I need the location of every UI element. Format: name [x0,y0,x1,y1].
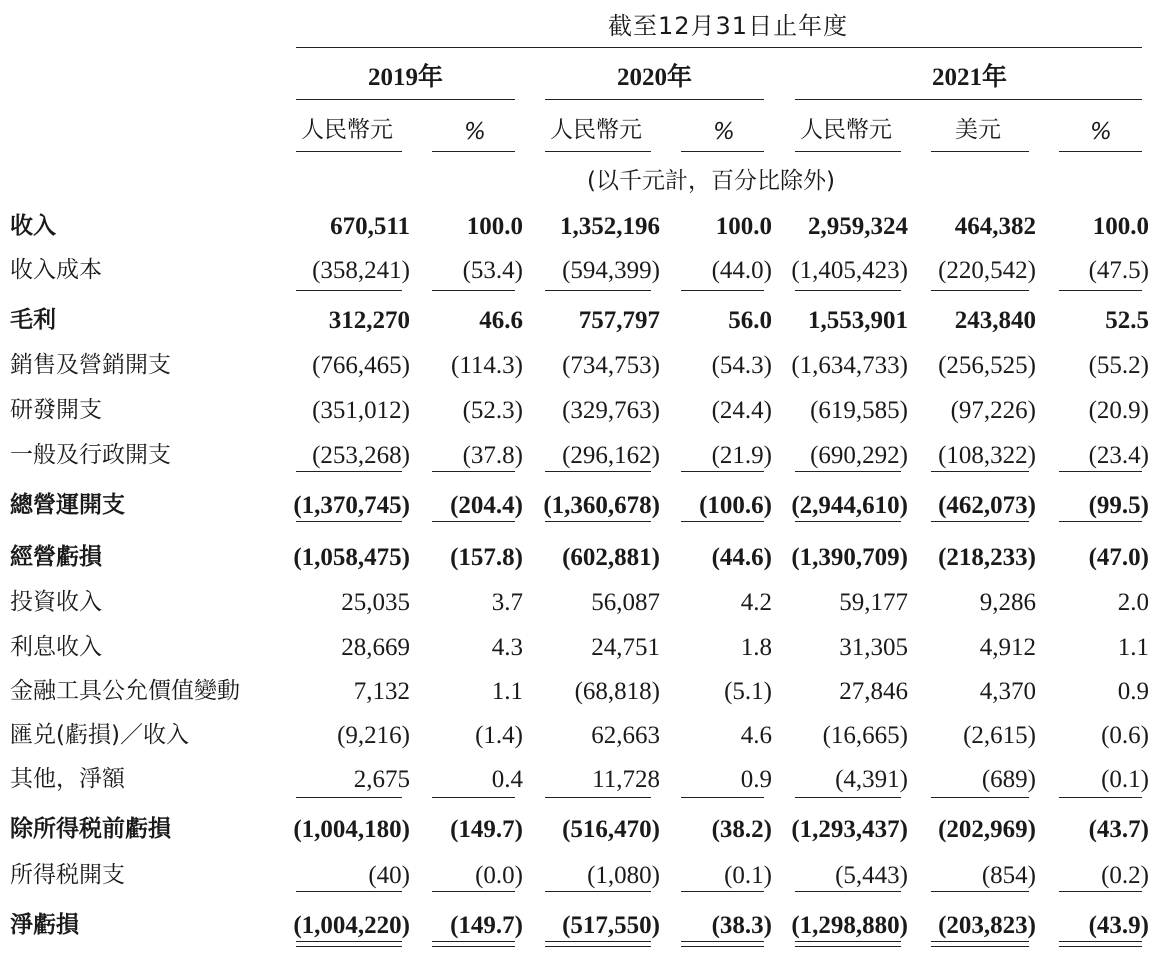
table-cell: (4,391) [835,766,908,793]
period-title-rule [296,47,1142,48]
table-cell: (204.4) [450,492,523,519]
table-cell: (256,525) [938,352,1036,379]
subtotal-rule [545,290,651,291]
subtotal-rule [931,290,1029,291]
table-cell: (24.4) [711,397,772,424]
table-cell: (44.0) [711,257,772,284]
col-heading: % [713,119,735,145]
table-cell: 3.7 [491,589,523,616]
total-double-rule [681,941,764,942]
total-double-rule [432,946,515,947]
table-cell: (734,753) [562,352,660,379]
table-cell: 2,959,324 [808,213,908,240]
col-rule [681,151,764,152]
table-cell: (43.7) [1088,816,1149,843]
col-rule [296,151,402,152]
table-cell: 24,751 [591,634,660,661]
table-cell: 2,675 [353,766,410,793]
table-cell: 4.6 [740,722,772,749]
table-cell: 7,132 [353,678,410,705]
row-label: 研發開支 [10,397,102,423]
table-cell: 243,840 [954,307,1036,334]
table-cell: (55.2) [1088,352,1149,379]
total-double-rule [931,946,1029,947]
table-cell: (1,634,733) [791,352,908,379]
subtotal-rule [296,797,402,798]
table-cell: 464,382 [954,213,1036,240]
col-heading: 人民幣元 [301,117,393,143]
subtotal-rule [681,891,764,892]
table-cell: 757,797 [578,307,660,334]
subtotal-rule [795,891,901,892]
col-rule [795,151,901,152]
table-cell: (517,550) [562,912,660,939]
table-cell: (218,233) [938,544,1036,571]
table-cell: (689) [981,766,1036,793]
table-cell: (462,073) [938,492,1036,519]
total-double-rule [545,946,651,947]
unit-note: (以千元計，百分比除外) [587,168,835,194]
table-cell: (1,298,880) [791,912,908,939]
subtotal-rule [931,521,1029,522]
table-cell: (619,585) [810,397,908,424]
col-rule [432,151,515,152]
row-label: 除所得税前虧損 [10,816,171,842]
table-cell: (1,390,709) [791,544,908,571]
subtotal-rule [296,290,402,291]
total-double-rule [296,946,402,947]
table-cell: 4,370 [979,678,1036,705]
row-label: 匯兑(虧損)／收入 [10,722,189,748]
subtotal-rule [795,290,901,291]
subtotal-rule [545,521,651,522]
table-cell: (2,615) [963,722,1036,749]
table-cell: 100.0 [1092,213,1149,240]
table-cell: 1.1 [1117,634,1149,661]
row-label: 經營虧損 [10,544,102,570]
row-label: 一般及行政開支 [10,442,171,468]
table-cell: (1,370,745) [293,492,410,519]
row-label: 淨虧損 [10,912,79,938]
table-cell: 9,286 [979,589,1036,616]
row-label: 金融工具公允價值變動 [10,678,240,704]
table-cell: (108,322) [938,442,1036,469]
total-double-rule [681,946,764,947]
row-label: 毛利 [10,307,56,333]
subtotal-rule [545,891,651,892]
table-cell: 1,352,196 [560,213,660,240]
row-label: 其他，淨額 [10,766,125,792]
subtotal-rule [432,891,515,892]
total-double-rule [1059,941,1142,942]
year-rule-2019 [296,99,515,100]
subtotal-rule [795,471,901,472]
col-heading: 人民幣元 [800,117,892,143]
row-label: 總營運開支 [10,492,125,518]
row-label: 利息收入 [10,634,102,660]
total-double-rule [795,946,901,947]
table-cell: (602,881) [562,544,660,571]
table-cell: (253,268) [312,442,410,469]
subtotal-rule [296,471,402,472]
table-cell: (21.9) [711,442,772,469]
table-cell: 11,728 [592,766,660,793]
table-cell: 2.0 [1117,589,1149,616]
year-rule-2020 [545,99,764,100]
row-label: 收入成本 [10,257,102,283]
subtotal-rule [432,797,515,798]
table-cell: (97,226) [950,397,1036,424]
table-cell: (5.1) [724,678,772,705]
table-cell: (594,399) [562,257,660,284]
subtotal-rule [545,797,651,798]
table-cell: 4.3 [491,634,523,661]
table-cell: 56,087 [591,589,660,616]
table-cell: (202,969) [938,816,1036,843]
table-cell: (44.6) [711,544,772,571]
table-cell: 312,270 [328,307,410,334]
subtotal-rule [432,521,515,522]
table-cell: (1,004,220) [293,912,410,939]
total-double-rule [432,941,515,942]
table-cell: 27,846 [839,678,908,705]
row-label: 收入 [10,213,56,239]
table-cell: (5,443) [835,862,908,889]
col-heading: % [464,119,486,145]
subtotal-rule [432,471,515,472]
table-cell: 4,912 [979,634,1036,661]
table-cell: 0.9 [1117,678,1149,705]
table-cell: (68,818) [574,678,660,705]
col-rule [545,151,651,152]
subtotal-rule [296,891,402,892]
subtotal-rule [1059,521,1142,522]
table-cell: (854) [981,862,1036,889]
table-cell: (203,823) [938,912,1036,939]
table-cell: (1,080) [587,862,660,889]
subtotal-rule [681,290,764,291]
subtotal-rule [681,471,764,472]
table-cell: (149.7) [450,912,523,939]
table-cell: (1,293,437) [791,816,908,843]
table-cell: (0.1) [724,862,772,889]
table-cell: (114.3) [451,352,523,379]
col-heading: 美元 [955,117,1001,143]
table-cell: 31,305 [839,634,908,661]
table-cell: 100.0 [466,213,523,240]
table-cell: 28,669 [341,634,410,661]
table-cell: (1,004,180) [293,816,410,843]
table-cell: 4.2 [740,589,772,616]
subtotal-rule [432,290,515,291]
year-rule-2021 [795,99,1142,100]
table-cell: (351,012) [312,397,410,424]
table-cell: 0.4 [491,766,523,793]
table-cell: (157.8) [450,544,523,571]
subtotal-rule [931,797,1029,798]
table-cell: 0.9 [740,766,772,793]
table-cell: (0.0) [475,862,523,889]
total-double-rule [931,941,1029,942]
row-label: 投資收入 [10,589,102,615]
table-cell: 1,553,901 [808,307,908,334]
total-double-rule [1059,946,1142,947]
table-cell: (0.6) [1101,722,1149,749]
table-cell: (1.4) [475,722,523,749]
table-cell: (40) [368,862,410,889]
subtotal-rule [681,797,764,798]
col-heading: 人民幣元 [550,117,642,143]
subtotal-rule [1059,891,1142,892]
total-double-rule [296,941,402,942]
table-cell: (43.9) [1088,912,1149,939]
table-cell: (516,470) [562,816,660,843]
col-rule [1059,151,1142,152]
table-cell: (1,405,423) [791,257,908,284]
subtotal-rule [795,797,901,798]
subtotal-rule [931,891,1029,892]
table-cell: (20.9) [1088,397,1149,424]
year-heading-2021: 2021年 [932,64,1008,91]
year-heading-2020: 2020年 [617,64,693,91]
table-cell: (47.0) [1088,544,1149,571]
subtotal-rule [1059,797,1142,798]
table-cell: 1.8 [740,634,772,661]
period-title: 截至12月31日止年度 [608,12,849,40]
table-cell: (16,665) [822,722,908,749]
table-cell: (1,360,678) [543,492,660,519]
table-cell: (220,542) [938,257,1036,284]
table-cell: (329,763) [562,397,660,424]
table-cell: (23.4) [1088,442,1149,469]
table-cell: (99.5) [1088,492,1149,519]
subtotal-rule [296,521,402,522]
table-cell: 62,663 [591,722,660,749]
col-rule [931,151,1029,152]
table-cell: (1,058,475) [293,544,410,571]
subtotal-rule [931,471,1029,472]
table-cell: 25,035 [341,589,410,616]
table-cell: (38.2) [711,816,772,843]
table-cell: 56.0 [728,307,772,334]
table-cell: (52.3) [462,397,523,424]
table-cell: (38.3) [711,912,772,939]
table-cell: (9,216) [337,722,410,749]
table-cell: (100.6) [699,492,772,519]
total-double-rule [545,941,651,942]
row-label: 所得税開支 [10,862,125,888]
table-cell: (690,292) [810,442,908,469]
table-cell: 100.0 [715,213,772,240]
table-cell: (37.8) [462,442,523,469]
table-cell: (47.5) [1088,257,1149,284]
table-cell: (54.3) [711,352,772,379]
subtotal-rule [545,471,651,472]
table-cell: 46.6 [479,307,523,334]
table-cell: (53.4) [462,257,523,284]
subtotal-rule [795,521,901,522]
table-cell: (358,241) [312,257,410,284]
table-cell: 52.5 [1105,307,1149,334]
year-heading-2019: 2019年 [368,64,444,91]
subtotal-rule [1059,471,1142,472]
table-cell: 1.1 [491,678,523,705]
col-heading: % [1090,119,1112,145]
total-double-rule [795,941,901,942]
table-cell: (2,944,610) [791,492,908,519]
table-cell: (0.1) [1101,766,1149,793]
table-cell: 59,177 [839,589,908,616]
subtotal-rule [1059,290,1142,291]
row-label: 銷售及營銷開支 [10,352,171,378]
subtotal-rule [681,521,764,522]
table-cell: (766,465) [312,352,410,379]
table-cell: (0.2) [1101,862,1149,889]
table-cell: (296,162) [562,442,660,469]
table-cell: (149.7) [450,816,523,843]
table-cell: 670,511 [330,213,410,240]
